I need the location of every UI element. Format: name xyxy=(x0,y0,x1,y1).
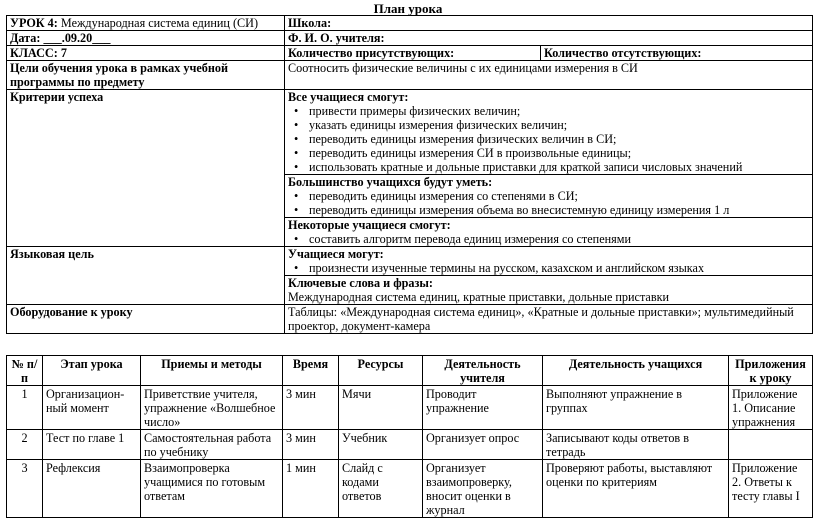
language-label: Языковая цель xyxy=(7,247,285,305)
cell-students-activity: Проверяют работы, выставляют оценки по критериям xyxy=(543,460,729,518)
goals-label: Цели обучения урока в рамках учебной программы по предмету xyxy=(7,61,285,90)
keywords-block xyxy=(285,275,812,304)
cell-stage: Рефлексия xyxy=(43,460,141,518)
criteria-row xyxy=(7,90,813,247)
most-students-heading: Большинство учащихся будут уметь: xyxy=(288,175,493,189)
list-item: • привести примеры физических величин; xyxy=(288,104,809,118)
cell-stage: Тест по главе 1 xyxy=(43,430,141,460)
cell-teacher-activity: Организует опрос xyxy=(423,430,543,460)
list-item: • переводить единицы измерения физических величин в СИ; xyxy=(288,132,809,146)
list-item: • переводить единицы измерения СИ в произвольные единицы; xyxy=(288,146,809,160)
most-students-list xyxy=(288,189,809,217)
list-item: • переводить единицы измерения объема во внесистемную единицу измерения 1 л xyxy=(288,203,809,217)
school-label: Школа: xyxy=(285,16,813,31)
cell-methods: Приветствие учителя, упражнение «Волшебное число» xyxy=(141,386,283,430)
absent-label: Количество отсутствующих: xyxy=(541,46,813,61)
some-students-list xyxy=(288,232,809,246)
lesson-label: УРОК 4: xyxy=(10,16,58,30)
equipment-label: Оборудование к уроку xyxy=(7,305,285,334)
all-students-heading: Все учащиеся смогут: xyxy=(288,90,409,104)
equipment-value: Таблицы: «Международная система единиц», «Кратные и дольные приставки»; мультимедийный проектор, документ-камера xyxy=(285,305,813,334)
cell-students-activity: Записывают коды ответов в тетрадь xyxy=(543,430,729,460)
date-label: Дата: ___.09.20___ xyxy=(7,31,285,46)
goals-row xyxy=(7,61,813,90)
lesson-plan-table xyxy=(6,15,813,334)
language-row xyxy=(7,247,813,305)
stages-header-row xyxy=(7,356,813,386)
list-item: • произнести изученные термины на русском, казахском и английском языках xyxy=(288,261,809,275)
cell-students-activity: Выполняют упражнение в группах xyxy=(543,386,729,430)
header-teacher-activity: Деятельность учителя xyxy=(423,356,543,386)
goals-value: Соотносить физические величины с их единицами измерения в СИ xyxy=(285,61,813,90)
criteria-label: Критерии успеха xyxy=(7,90,285,247)
table-row xyxy=(7,430,813,460)
header-num: № п/п xyxy=(7,356,43,386)
cell-time: 3 мин xyxy=(283,430,339,460)
header-time: Время xyxy=(283,356,339,386)
class-row xyxy=(7,46,813,61)
some-students-block xyxy=(285,217,812,246)
header-stage: Этап урока xyxy=(43,356,141,386)
class-label: КЛАСС: 7 xyxy=(7,46,285,61)
cell-teacher-activity: Организует взаимопроверку, вносит оценки в журнал xyxy=(423,460,543,518)
cell-resources: Мячи xyxy=(339,386,423,430)
table-row xyxy=(7,460,813,518)
cell-appendix xyxy=(729,430,813,460)
table-row xyxy=(7,386,813,430)
keywords-value: Международная система единиц, кратные приставки, дольные приставки xyxy=(288,290,670,304)
teacher-label: Ф. И. О. учителя: xyxy=(285,31,813,46)
cell-resources: Слайд с кодами ответов xyxy=(339,460,423,518)
cell-num: 3 xyxy=(7,460,43,518)
page-title: План урока xyxy=(373,1,443,16)
most-students-block xyxy=(285,174,812,217)
cell-methods: Самостоятельная работа по учебнику xyxy=(141,430,283,460)
students-can-list xyxy=(288,261,809,275)
list-item: • указать единицы измерения физических величин; xyxy=(288,118,809,132)
cell-teacher-activity: Проводит упражнение xyxy=(423,386,543,430)
lesson-row xyxy=(7,16,813,31)
list-item: • переводить единицы измерения со степенями в СИ; xyxy=(288,189,809,203)
cell-num: 1 xyxy=(7,386,43,430)
header-appendix: Приложения к уроку xyxy=(729,356,813,386)
cell-methods: Взаимопроверка учащимися по готовым ответам xyxy=(141,460,283,518)
cell-num: 2 xyxy=(7,430,43,460)
lesson-stages-table xyxy=(6,355,813,518)
lesson-cell xyxy=(7,16,285,31)
date-row xyxy=(7,31,813,46)
cell-time: 1 мин xyxy=(283,460,339,518)
students-can-heading: Учащиеся могут: xyxy=(288,247,384,261)
header-resources: Ресурсы xyxy=(339,356,423,386)
all-students-list xyxy=(288,104,809,174)
language-cell xyxy=(285,247,813,305)
list-item: • составить алгоритм перевода единиц измерения со степенями xyxy=(288,232,809,246)
header-students-activity: Деятельность учащихся xyxy=(543,356,729,386)
cell-resources: Учебник xyxy=(339,430,423,460)
criteria-cell xyxy=(285,90,813,247)
list-item: • использовать кратные и дольные приставки для краткой записи числовых значений xyxy=(288,160,809,174)
equipment-row xyxy=(7,305,813,334)
present-label: Количество присутствующих: xyxy=(285,46,541,61)
cell-stage: Организацион-ный момент xyxy=(43,386,141,430)
lesson-value: Международная система единиц (СИ) xyxy=(57,16,259,30)
some-students-heading: Некоторые учащиеся смогут: xyxy=(288,218,451,232)
cell-appendix: Приложение 2. Ответы к тесту главы I xyxy=(729,460,813,518)
cell-appendix: Приложение 1. Описание упражнения xyxy=(729,386,813,430)
cell-time: 3 мин xyxy=(283,386,339,430)
keywords-heading: Ключевые слова и фразы: xyxy=(288,276,433,290)
header-methods: Приемы и методы xyxy=(141,356,283,386)
